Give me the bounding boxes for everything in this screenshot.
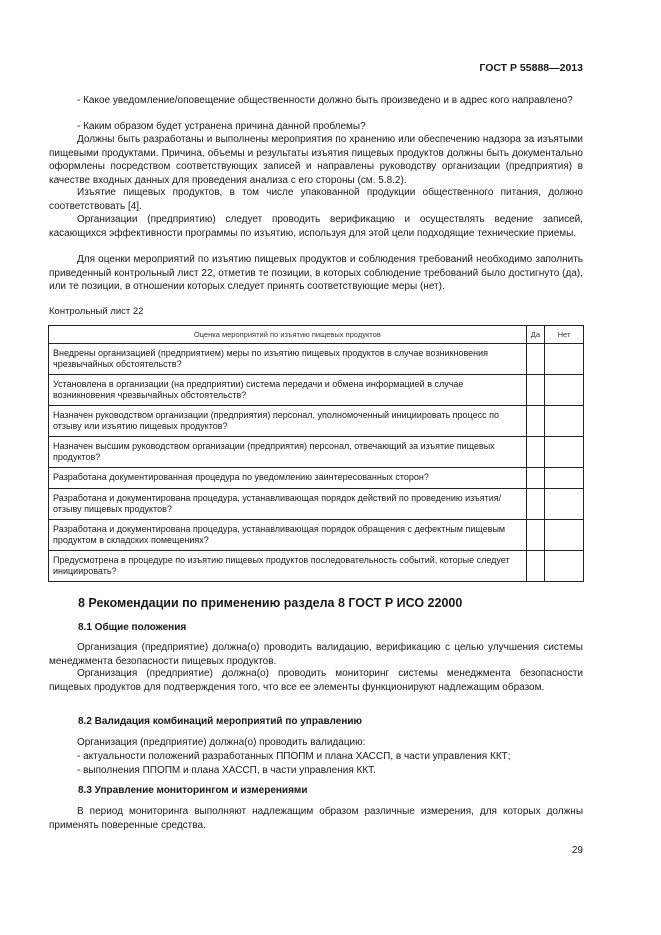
paragraph-8-1-monitoring: Организация (предприятие) должна(о) проводить мониторинг системы менеджмента безопасности пищевых продуктов для подтверждения того, что все ее элементы функционируют надлежащим образом.	[49, 668, 583, 693]
checklist-question: Разработана и документирована процедура, устанавливающая порядок обращения с дефектным пищевым продуктом в складских помещениях?	[49, 520, 527, 551]
checklist-question: Разработана документированная процедура по уведомлению заинтересованных сторон?	[49, 468, 527, 489]
checklist-yes-cell[interactable]	[526, 520, 544, 551]
checklist-no-cell[interactable]	[545, 406, 584, 437]
checklist-question: Назначен высшим руководством организации (предприятия) персонал, отвечающий за изъятие пищевых продуктов?	[49, 437, 527, 468]
checklist-question: Внедрены организацией (предприятием) меры по изъятию пищевых продуктов в случае возникновения чрезвычайных обстоятельств?	[49, 344, 527, 375]
document-header: ГОСТ Р 55888—2013	[479, 62, 583, 74]
checklist-question: Установлена в организации (на предприятии) система передачи и обмена информацией в случае возникновения чрезвычайных обстоятельств?	[49, 375, 527, 406]
checklist-no-cell[interactable]	[545, 489, 584, 520]
paragraph-withdrawal-compliance: Изъятие пищевых продуктов, в том числе упакованной продукции общественного питания, должно соответствовать [4].	[49, 187, 583, 212]
paragraph-storage-measures: Должны быть разработаны и выполнены мероприятия по хранению или обеспечению надзора за изъятыми пищевыми продуктами. Причина, объемы и результаты изъятия пищевых продуктов должны быть документально оформлены посредством соответствующих записей и направлены руководству организации (предприятия) в качестве входных данных для проведения анализа с его стороны (см. 5.8.2).	[49, 134, 583, 186]
paragraph-8-2-bullet-1: - актуальности положений разработанных ППОПМ и плана ХАССП, в части управления ККТ;	[77, 751, 511, 762]
checklist-question: Предусмотрена в процедуре по изъятию пищевых продуктов последовательность событий, которые следует инициировать?	[49, 551, 527, 582]
checklist-yes-cell[interactable]	[526, 344, 544, 375]
checklist-header-row	[49, 326, 584, 344]
checklist-header-no: Нет	[545, 326, 584, 344]
checklist-no-cell[interactable]	[545, 344, 584, 375]
checklist-question: Назначен руководством организации (предприятия) персонал, уполномоченный инициировать процесс по отзыву или изъятию пищевых продуктов?	[49, 406, 527, 437]
checklist-yes-cell[interactable]	[526, 437, 544, 468]
checklist-caption: Контрольный лист 22	[49, 306, 144, 317]
paragraph-8-3-measurements: В период мониторинга выполняют надлежащим образом различные измерения, для которых должны применять поверенные средства.	[49, 806, 583, 831]
checklist-no-cell[interactable]	[545, 551, 584, 582]
checklist-table	[48, 325, 584, 582]
checklist-yes-cell[interactable]	[526, 406, 544, 437]
checklist-no-cell[interactable]	[545, 468, 584, 489]
checklist-header-yes: Да	[526, 326, 544, 344]
checklist-row	[49, 489, 584, 520]
checklist-no-cell[interactable]	[545, 520, 584, 551]
section-8-2-title: 8.2 Валидация комбинаций мероприятий по управлению	[78, 716, 363, 727]
checklist-row	[49, 468, 584, 489]
paragraph-8-2-bullet-2: - выполнения ППОПМ и плана ХАССП, в части управления ККТ.	[77, 765, 376, 776]
paragraph-question-notification: - Какое уведомление/оповещение общественности должно быть произведено и в адрес кого направлено?	[77, 95, 573, 106]
checklist-no-cell[interactable]	[545, 375, 584, 406]
checklist-row	[49, 375, 584, 406]
checklist-yes-cell[interactable]	[526, 489, 544, 520]
section-8-3-title: 8.3 Управление мониторингом и измерениями	[78, 785, 308, 796]
paragraph-question-cause: - Каким образом будет устранена причина данной проблемы?	[77, 121, 366, 132]
checklist-question: Разработана и документирована процедура, устанавливающая порядок действий по проведению изъятия/отзыву пищевых продуктов?	[49, 489, 527, 520]
checklist-row	[49, 551, 584, 582]
checklist-row	[49, 344, 584, 375]
checklist-row	[49, 520, 584, 551]
checklist-yes-cell[interactable]	[526, 375, 544, 406]
page-number: 29	[571, 845, 583, 856]
checklist-row	[49, 406, 584, 437]
checklist-yes-cell[interactable]	[526, 468, 544, 489]
paragraph-8-2-intro: Организация (предприятие) должна(о) проводить валидацию:	[77, 737, 366, 748]
checklist-header-criterion: Оценка мероприятий по изъятию пищевых продуктов	[49, 326, 527, 344]
checklist-row	[49, 437, 584, 468]
paragraph-checklist-instructions: Для оценки мероприятий по изъятию пищевых продуктов и соблюдения требований необходимо заполнить приведенный контрольный лист 22, отметив те позиции, в которых соблюдение требований было достигнуто (да), или те позиции, в отношении которых следует принять соответствующие меры (нет).	[49, 254, 583, 293]
paragraph-8-1-validation: Организация (предприятие) должна(о) проводить валидацию, верификацию с целью улучшения системы менеджмента безопасности пищевых продуктов.	[49, 642, 583, 667]
section-8-1-title: 8.1 Общие положения	[78, 622, 187, 633]
paragraph-verification: Организации (предприятию) следует проводить верификацию и осуществлять ведение записей, касающихся эффективности программы по изъятию, используя для этой цели подходящие технические приемы.	[49, 214, 583, 239]
checklist-yes-cell[interactable]	[526, 551, 544, 582]
section-8-title: 8 Рекомендации по применению раздела 8 ГОСТ Р ИСО 22000	[78, 596, 463, 610]
checklist-no-cell[interactable]	[545, 437, 584, 468]
